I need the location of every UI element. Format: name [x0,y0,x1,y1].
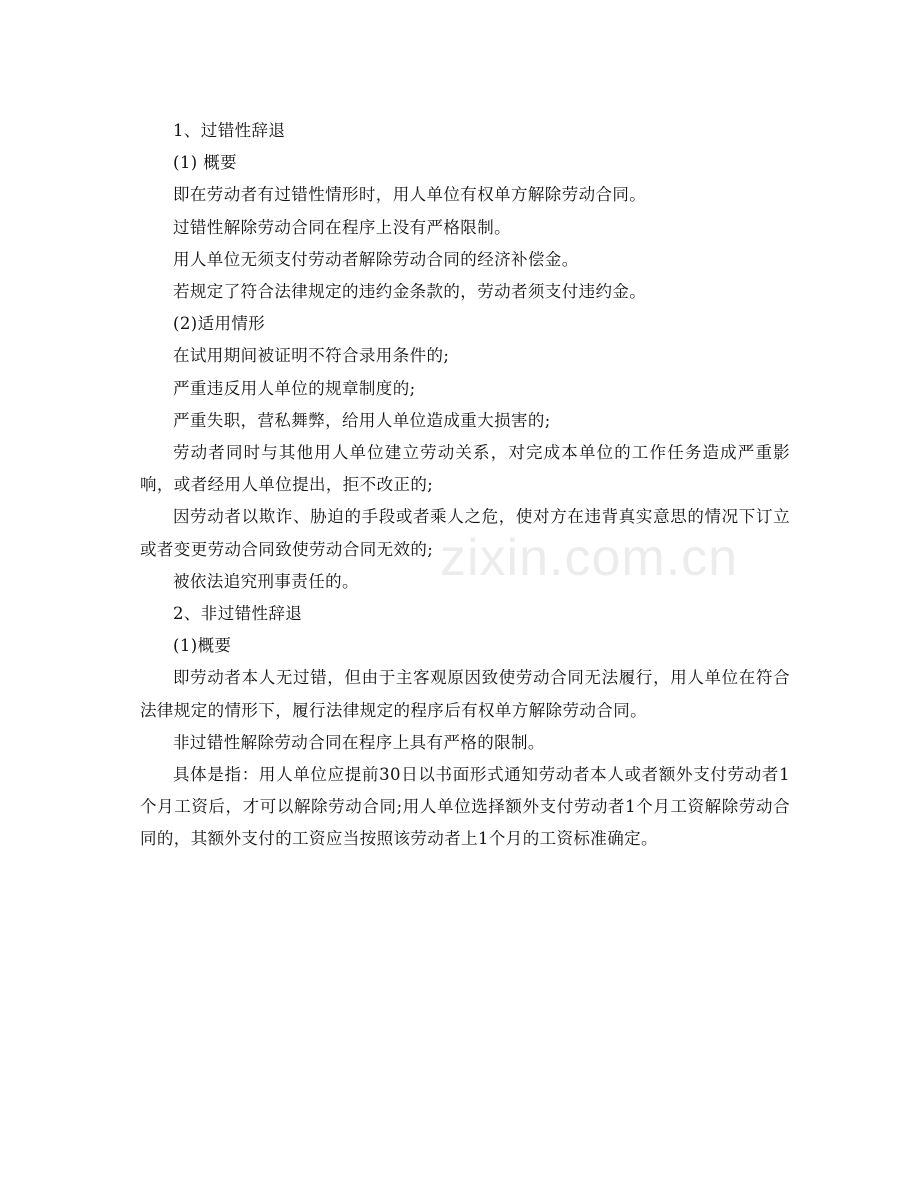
list-item: 严重违反用人单位的规章制度的; [173,378,416,398]
list-item: 因劳动者以欺诈、胁迫的手段或者乘人之危，使对方在违背真实意思的情况下订立或者变更劳动合同致使劳动合同无效的; [140,507,790,559]
watermark: zixin.com.cn [440,529,739,587]
subsection-heading: (1) 概要 [173,153,238,173]
paragraph: 具体是指：用人单位应提前30日以书面形式通知劳动者本人或者额外支付劳动者1个月工资后，才可以解除劳动合同;用人单位选择额外支付劳动者1个月工资解除劳动合同的，其额外支付的工资应当按照该劳动者上1个月的工资标准确定。 [140,765,790,849]
subsection-heading: (2)适用情形 [173,314,266,334]
list-item: 被依法追究刑事责任的。 [173,571,359,591]
paragraph: 用人单位无须支付劳动者解除劳动合同的经济补偿金。 [173,249,579,269]
list-item: 在试用期间被证明不符合录用条件的; [173,346,450,366]
document-body [140,115,790,856]
paragraph: 即在劳动者有过错性情形时，用人单位有权单方解除劳动合同。 [173,185,647,205]
paragraph: 若规定了符合法律规定的违约金条款的，劳动者须支付违约金。 [173,282,647,302]
list-item: 严重失职，营私舞弊，给用人单位造成重大损害的; [173,410,551,430]
paragraph: 过错性解除劳动合同在程序上没有严格限制。 [173,217,511,237]
section-heading: 1、过错性辞退 [173,121,286,140]
paragraph: 非过错性解除劳动合同在程序上具有严格的限制。 [173,732,545,752]
section-heading: 2、非过错性辞退 [173,604,303,624]
subsection-heading: (1)概要 [173,636,232,656]
list-item: 劳动者同时与其他用人单位建立劳动关系，对完成本单位的工作任务造成严重影响，或者经用人单位提出，拒不改正的; [140,443,790,495]
paragraph: 即劳动者本人无过错，但由于主客观原因致使劳动合同无法履行，用人单位在符合法律规定的情形下，履行法律规定的程序后有权单方解除劳动合同。 [140,668,790,720]
